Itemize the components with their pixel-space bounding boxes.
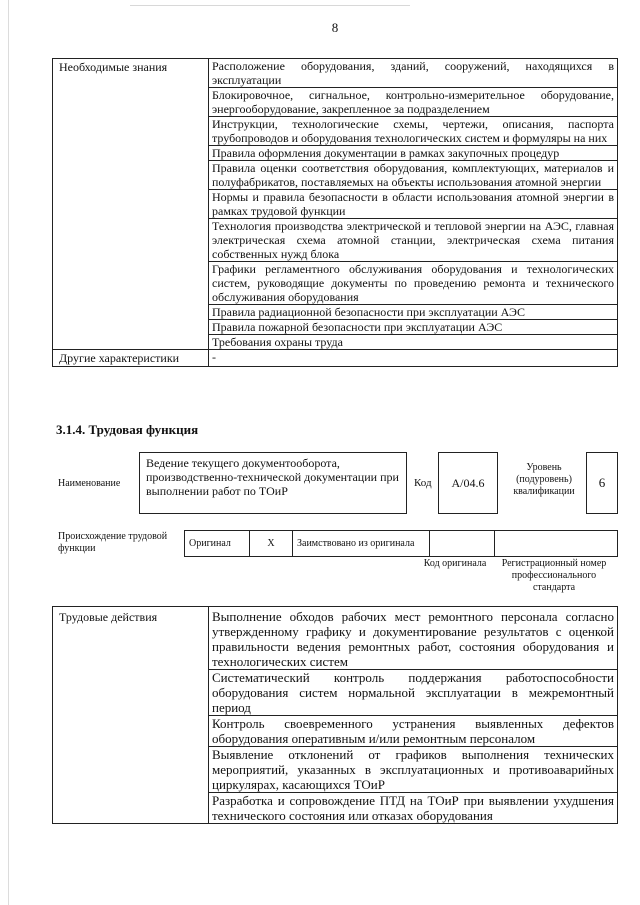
other-characteristics-value: - xyxy=(209,350,618,367)
labor-action-item: Выявление отклонений от графиков выполнения технических мероприятий, указанных в эксплуатационных и противоаварийных циркулярах, касающихся ТОиР xyxy=(209,747,618,793)
borrowed-label: Заимствовано из оригинала xyxy=(293,531,430,557)
knowledge-item: Правила оценки соответствия оборудования, комплектующих, материалов и полуфабрикатов, поставляемых на объекты использования атомной энергии xyxy=(209,161,618,190)
qualification-level-value: 6 xyxy=(586,452,618,514)
knowledge-item: Правила радиационной безопасности при эксплуатации АЭС xyxy=(209,305,618,320)
knowledge-item: Расположение оборудования, зданий, сооружений, находящихся в эксплуатации xyxy=(209,59,618,88)
origin-label: Происхождение трудовой функции xyxy=(58,531,168,554)
scan-edge-line xyxy=(8,0,9,905)
knowledge-item: Технология производства электрической и тепловой энергии на АЭС, главная электрическая схема атомной станции, электрическая схема питания собственных нужд блока xyxy=(209,219,618,262)
labor-actions-label: Трудовые действия xyxy=(53,607,209,824)
table-row xyxy=(185,531,618,557)
labor-actions-table xyxy=(52,606,618,824)
function-name-value: Ведение текущего документооборота, производственно-технической документации при выполнении работ по ТОиР xyxy=(139,452,407,514)
qualification-level-label: Уровень (подуровень) квалификации xyxy=(513,462,575,497)
code-label: Код xyxy=(414,477,432,489)
code-of-original-caption: Код оригинала xyxy=(423,558,487,569)
knowledge-label: Необходимые знания xyxy=(53,59,209,350)
knowledge-item: Инструкции, технологические схемы, чертежи, описания, паспорта трубопроводов и оборудования технологических систем и формуляры на них xyxy=(209,117,618,146)
labor-action-item: Контроль своевременного устранения выявленных дефектов оборудования оперативным и/или ремонтным персоналом xyxy=(209,716,618,747)
section-heading: 3.1.4. Трудовая функция xyxy=(56,422,199,437)
table-row xyxy=(53,59,618,88)
knowledge-table xyxy=(52,58,618,367)
knowledge-item: Блокировочное, сигнальное, контрольно-измерительное оборудование, энергооборудование, закрепленное за подразделением xyxy=(209,88,618,117)
code-value: А/04.6 xyxy=(438,452,498,514)
knowledge-item: Требования охраны труда xyxy=(209,335,618,350)
table-row xyxy=(53,350,618,367)
knowledge-item: Правила оформления документации в рамках закупочных процедур xyxy=(209,146,618,161)
page-number: 8 xyxy=(331,20,339,35)
original-mark: X xyxy=(250,531,293,557)
knowledge-item: Графики регламентного обслуживания оборудования и технологических систем, руководящие документы по проведению ремонта и технического обслуживания оборудования xyxy=(209,262,618,305)
knowledge-item: Нормы и правила безопасности в области использования атомной энергии в рамках трудовой функции xyxy=(209,190,618,219)
labor-action-item: Разработка и сопровождение ПТД на ТОиР при выявлении ухудшения технического состояния или отказах оборудования xyxy=(209,793,618,824)
labor-action-item: Выполнение обходов рабочих мест ремонтного персонала согласно утвержденному графику и документирование результатов с оценкой правильности ведения ремонтных работ, состояния оборудования и технологических систем xyxy=(209,607,618,670)
code-of-original-cell xyxy=(430,531,495,557)
table-row xyxy=(53,607,618,670)
registration-number-cell xyxy=(495,531,618,557)
original-label: Оригинал xyxy=(185,531,250,557)
origin-table xyxy=(184,530,618,557)
labor-action-item: Систематический контроль поддержания работоспособности оборудования систем нормальной эксплуатации в межремонтный период xyxy=(209,670,618,716)
registration-number-caption: Регистрационный номер профессионального стандарта xyxy=(501,558,607,593)
scan-top-line xyxy=(130,5,410,6)
function-name-label: Наименование xyxy=(58,478,121,489)
other-characteristics-label: Другие характеристики xyxy=(53,350,209,367)
knowledge-item: Правила пожарной безопасности при эксплуатации АЭС xyxy=(209,320,618,335)
